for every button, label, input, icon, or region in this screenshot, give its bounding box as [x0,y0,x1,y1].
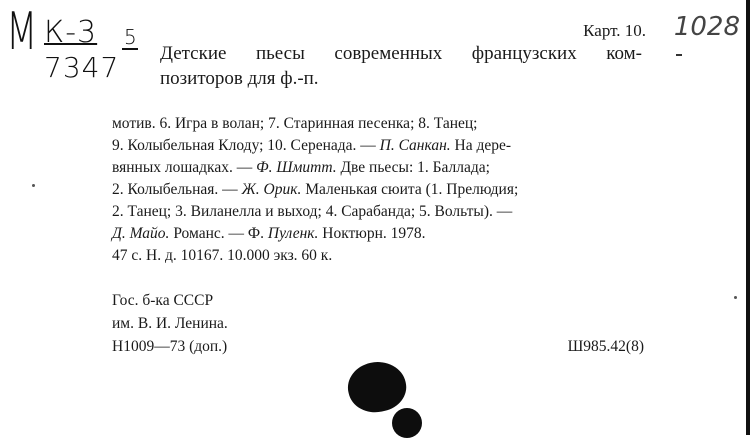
handwritten-shelf-mark-top: К-3 [44,15,98,50]
body-text: 2. Колыбельная. — [112,181,242,198]
body-text: Романс. — Ф. [169,225,268,242]
author-name: П. Санкан. [379,137,451,154]
classification-code: Ш985.42(8) [567,338,644,355]
handwritten-letter: М [6,2,39,62]
library-name: Гос. б-ка СССР [112,292,214,309]
speck-mark [734,296,737,299]
author-name: Ж. Орик. [241,181,302,198]
body-line-1: мотив. 6. Игра в волан; 7. Старинная песенка; 8. Танец; [112,115,478,132]
body-line-7: 47 с. Н. д. 10167. 10.000 экз. 60 к. [112,247,333,264]
body-line-3 [112,157,642,179]
print-order-number: Н1009—73 (доп.) [112,338,228,355]
card-edge [746,0,750,435]
handwritten-fraction-numerator: 5 [124,25,138,49]
punch-hole-edge [392,408,422,438]
author-name: Пуленк. [267,225,319,242]
body-text: вянных лошадках. — [112,159,257,176]
speck-mark [32,184,35,187]
author-name: Ф. Шмитт. [256,159,337,176]
body-text: Ноктюрн. 1978. [318,225,426,242]
title-line-2: позиторов для ф.-п. [160,68,319,89]
card-number: Карт. 10. [583,21,646,40]
body-line-5: 2. Танец; 3. Виланелла и выход; 4. Сарабанда; 5. Вольты). — [112,203,513,220]
title-line-1: Детские пьесы современных французских ком- [160,43,642,64]
pencil-dash-mark [676,54,682,56]
body-line-6 [112,223,642,245]
handwritten-fraction-bar [122,48,138,50]
body-line-2 [112,135,642,157]
author-name: Д. Майо. [112,225,170,242]
handwritten-shelf-mark-bottom: 7347 [44,51,120,84]
body-text: На дере- [450,137,512,154]
library-name-cont: им. В. И. Ленина. [112,315,228,332]
handwritten-corner-note: 1028 [673,12,740,42]
body-text: Две пьесы: 1. Баллада; [336,159,490,176]
body-line-4 [112,179,642,201]
body-text: Маленькая сюита (1. Прелюдия; [301,181,519,198]
body-text: 9. Колыбельная Клоду; 10. Серенада. — [112,137,380,154]
